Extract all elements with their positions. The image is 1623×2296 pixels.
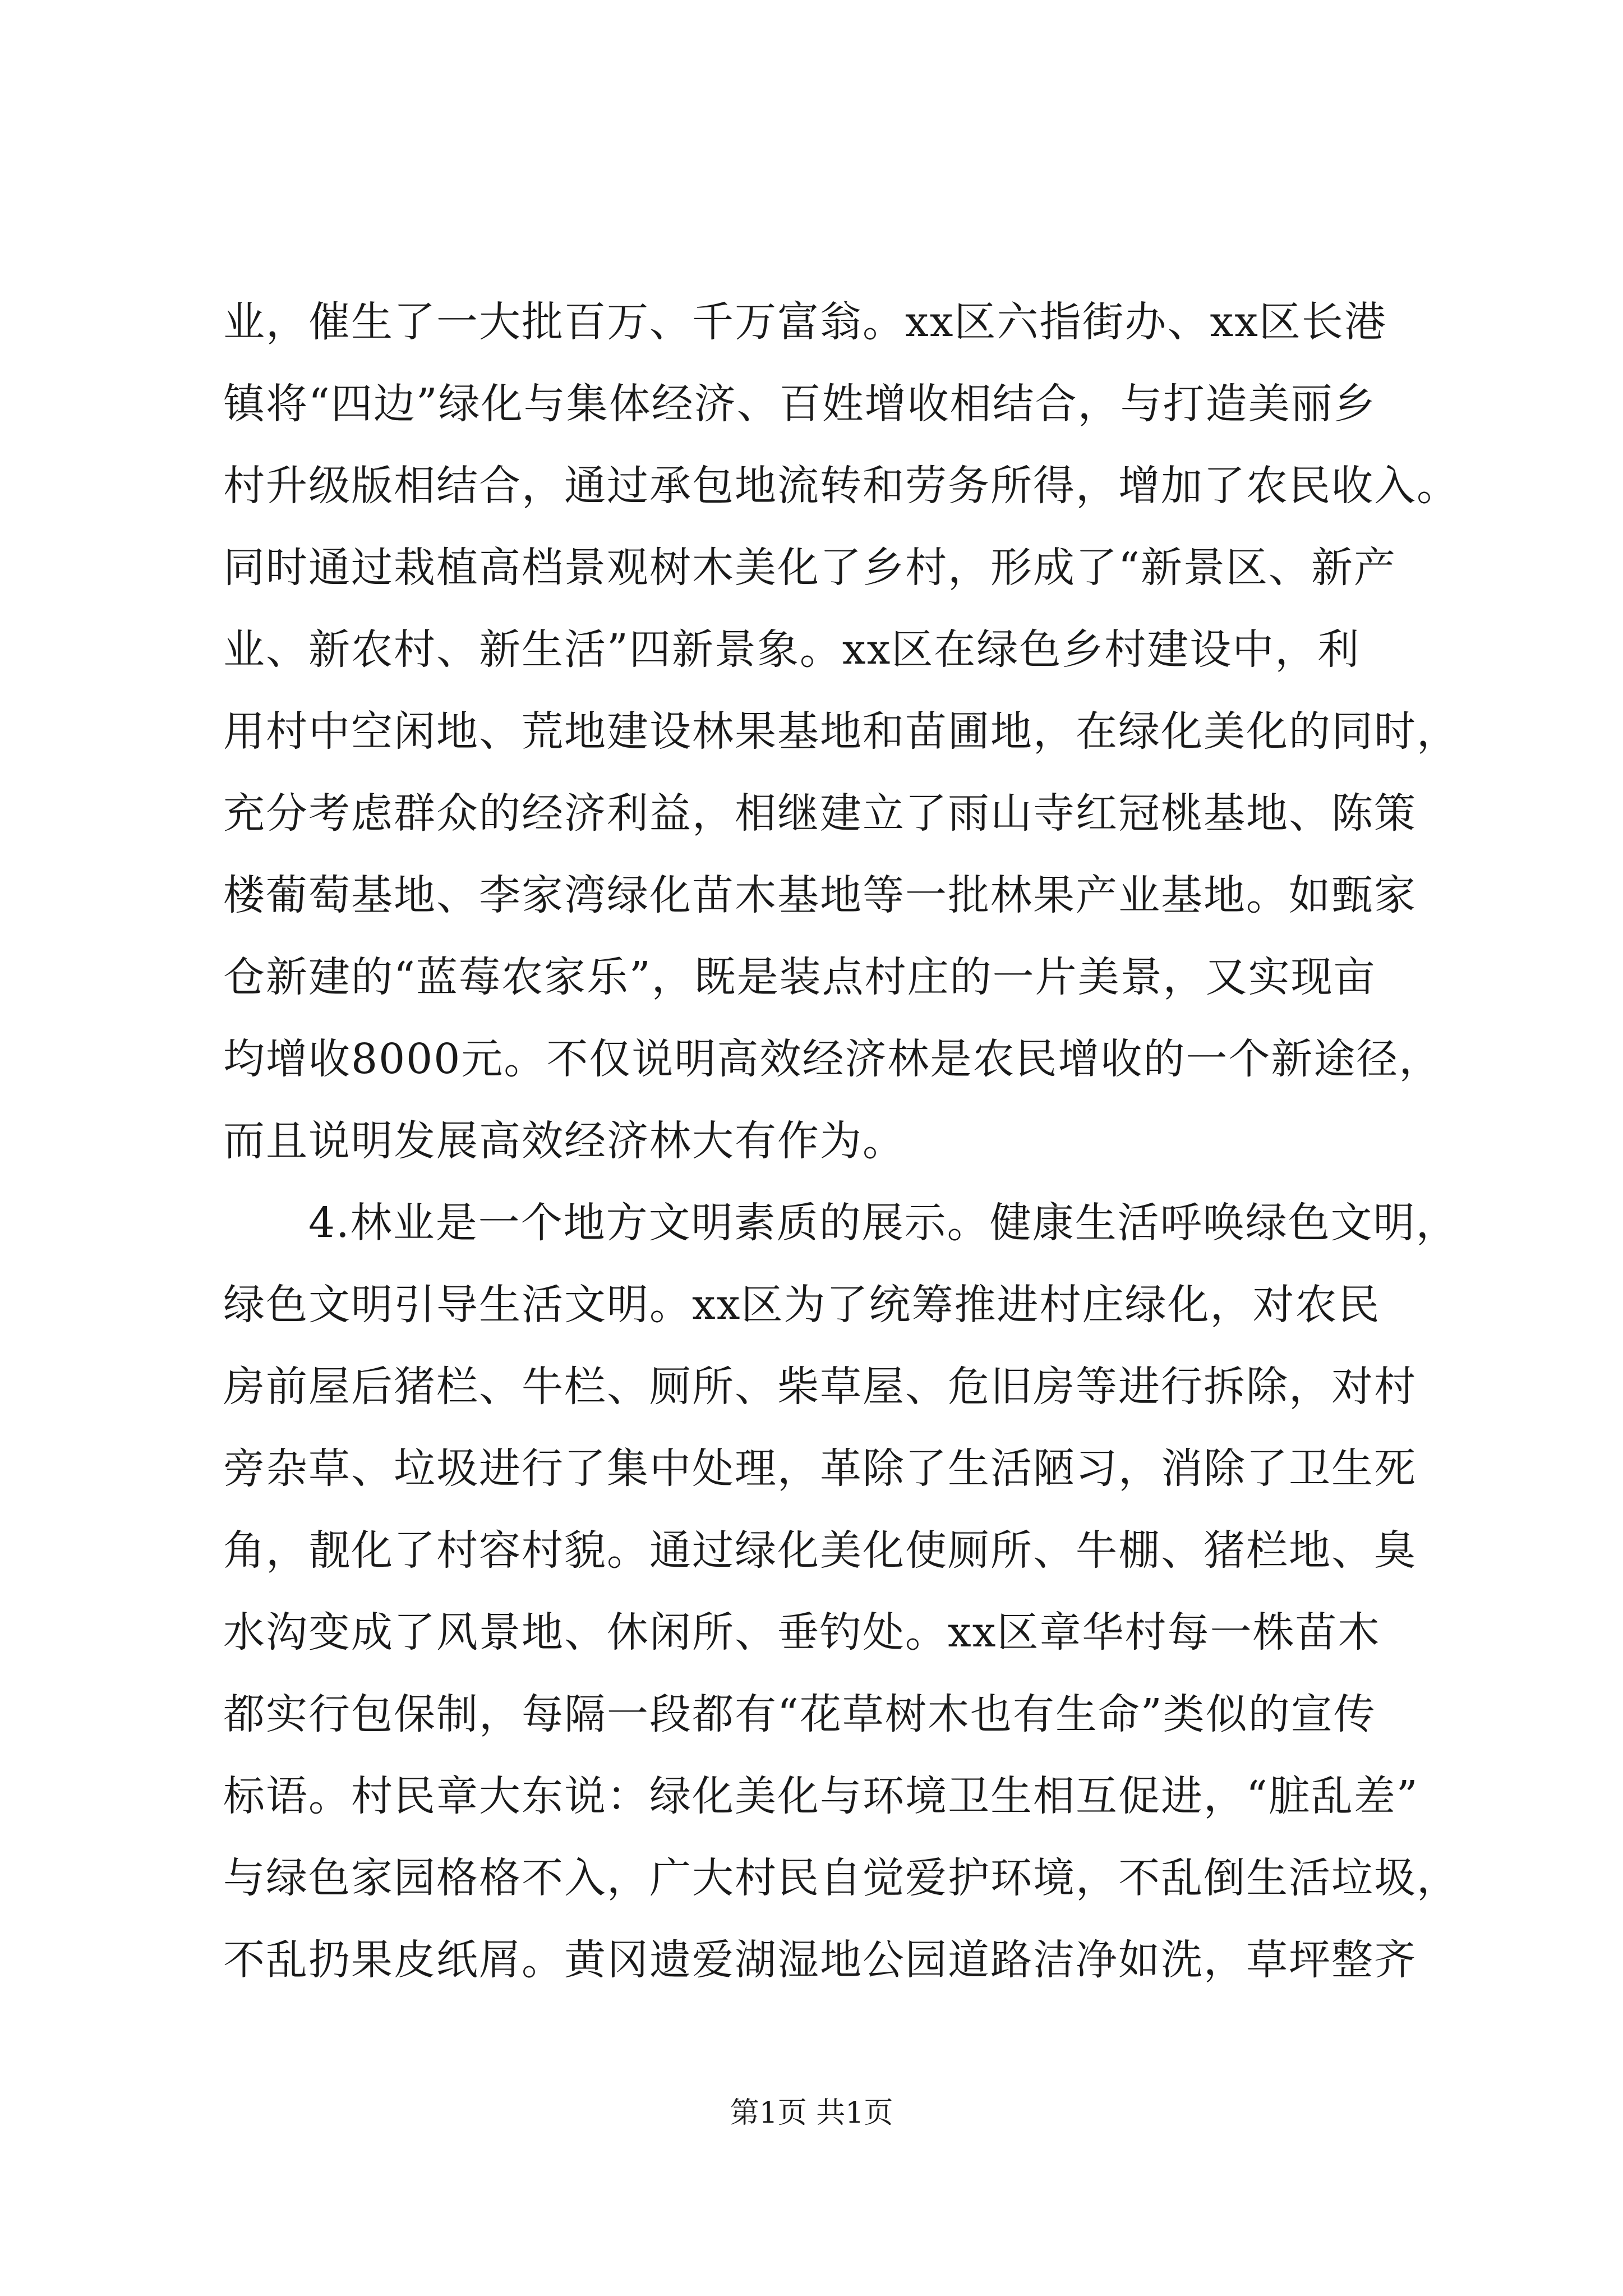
text-line: 都实行包保制，每隔一段都有“花草树木也有生命”类似的宣传 xyxy=(223,1690,1376,1738)
text-line: 同时通过栽植高档景观树木美化了乡村，形成了“新景区、新产 xyxy=(223,544,1396,592)
text-line: 充分考虑群众的经济利益，相继建立了雨山寺红冠桃基地、陈策 xyxy=(223,789,1417,838)
text-line: 仓新建的“蓝莓农家乐”，既是装点村庄的一片美景，又实现亩 xyxy=(223,953,1376,1001)
text-line: 4.林业是一个地方文明素质的展示。健康生活呼唤绿色文明， xyxy=(223,1199,1459,1247)
text-line: 业，催生了一大批百万、千万富翁。xx区六指街办、xx区长港 xyxy=(223,298,1387,346)
text-line: 与绿色家园格格不入，广大村民自觉爱护环境，不乱倒生活垃圾， xyxy=(223,1854,1459,1902)
text-line: 水沟变成了风景地、休闲所、垂钓处。xx区章华村每一株苗木 xyxy=(223,1608,1381,1657)
text-line: 绿色文明引导生活文明。xx区为了统筹推进村庄绿化，对农民 xyxy=(223,1281,1381,1329)
text-line: 标语。村民章大东说：绿化美化与环境卫生相互促进，“脏乱差” xyxy=(223,1772,1419,1820)
text-line: 业、新农村、新生活”四新景象。xx区在绿色乡村建设中，利 xyxy=(223,625,1361,674)
text-line: 角，靓化了村容村貌。通过绿化美化使厕所、牛棚、猪栏地、臭 xyxy=(223,1526,1417,1575)
text-line: 楼葡萄基地、李家湾绿化苗木基地等一批林果产业基地。如甄家 xyxy=(223,871,1417,919)
text-line: 村升级版相结合，通过承包地流转和劳务所得，增加了农民收入。 xyxy=(223,462,1459,510)
page-number-footer: 第1页 共1页 xyxy=(730,2096,893,2130)
text-line: 旁杂草、垃圾进行了集中处理，革除了生活陋习，消除了卫生死 xyxy=(223,1444,1417,1493)
text-line: 均增收8000元。不仅说明高效经济林是农民增收的一个新途径， xyxy=(223,1035,1442,1083)
text-line: 不乱扔果皮纸屑。黄冈遗爱湖湿地公园道路洁净如洗，草坪整齐 xyxy=(223,1936,1417,1984)
text-line: 房前屋后猪栏、牛栏、厕所、柴草屋、危旧房等进行拆除，对村 xyxy=(223,1363,1417,1411)
text-line: 镇将“四边”绿化与集体经济、百姓增收相结合，与打造美丽乡 xyxy=(223,380,1376,428)
text-line: 用村中空闲地、荒地建设林果基地和苗圃地，在绿化美化的同时， xyxy=(223,707,1459,756)
text-line: 而且说明发展高效经济林大有作为。 xyxy=(223,1117,905,1165)
